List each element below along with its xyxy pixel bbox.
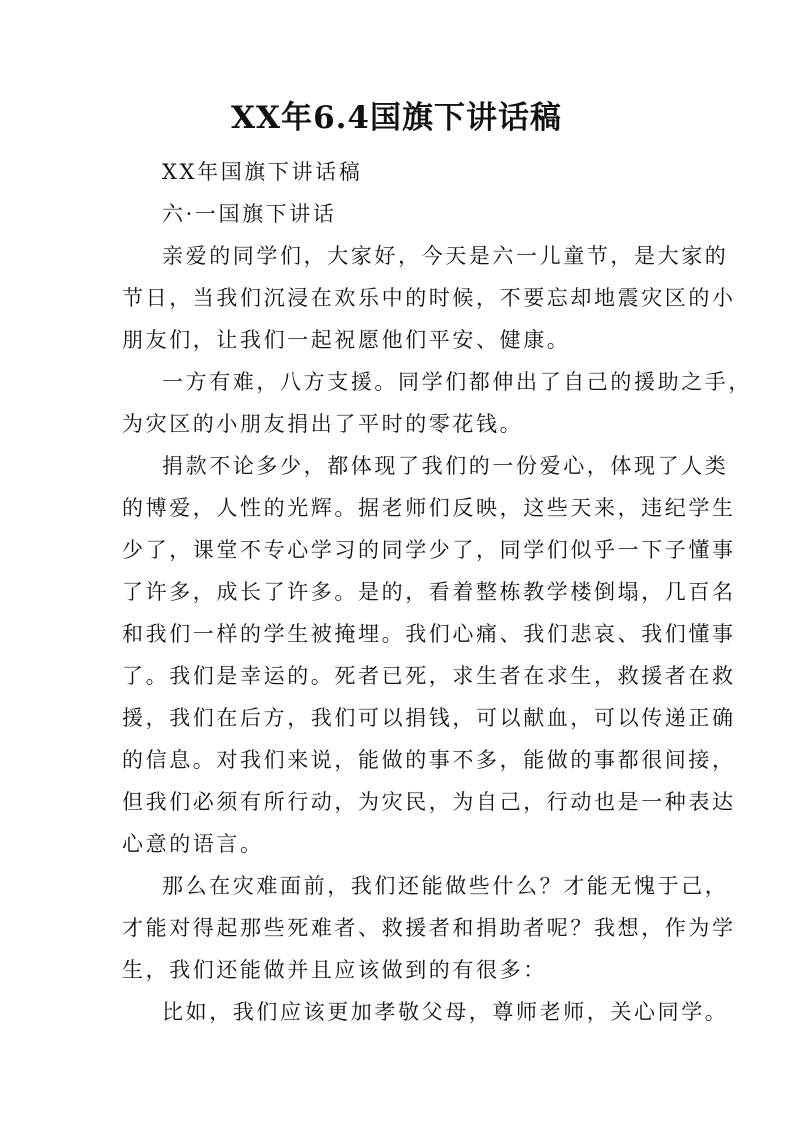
paragraph-line: 六·一国旗下讲话 (162, 202, 337, 226)
paragraph (122, 445, 736, 865)
paragraph-line: 才能对得起那些死难者、救援者和捐助者呢？我想，作为学 (122, 916, 736, 940)
paragraph-line: 生，我们还能做并且应该做到的有很多： (122, 958, 547, 982)
paragraph-line: 但我们必须有所行动，为灾民，为自己，行动也是一种表达 (122, 790, 736, 814)
paragraph (122, 991, 729, 1033)
paragraph (122, 193, 682, 235)
paragraph-line: 捐款不论多少，都体现了我们的一份爱心，体现了人类 (162, 454, 729, 478)
paragraph (122, 235, 736, 361)
paragraph-line: 亲爱的同学们，大家好，今天是六一儿童节，是大家的 (162, 244, 729, 268)
paragraph-line: 少了，课堂不专心学习的同学少了，同学们似乎一下子懂事 (122, 538, 736, 562)
paragraph (122, 151, 682, 193)
paragraph-line: 和我们一样的学生被掩埋。我们心痛、我们悲哀、我们懂事 (122, 622, 736, 646)
paragraph-line: 的信息。对我们来说，能做的事不多，能做的事都很间接， (122, 748, 736, 772)
paragraph (122, 361, 752, 445)
paragraph-line: 为灾区的小朋友捐出了平时的零花钱。 (122, 412, 524, 436)
paragraph-line: 那么在灾难面前，我们还能做些什么？才能无愧于己， (162, 874, 729, 898)
paragraph-line: 朋友们，让我们一起祝愿他们平安、健康。 (122, 328, 571, 352)
paragraph-line: 了许多，成长了许多。是的，看着整栋教学楼倒塌，几百名 (122, 580, 736, 604)
paragraph-line: 一方有难，八方支援。同学们都伸出了自己的援助之手， (162, 370, 752, 394)
paragraph-line: 援，我们在后方，我们可以捐钱，可以献血，可以传递正确 (122, 706, 736, 730)
paragraph-line: XX年国旗下讲话稿 (162, 160, 363, 184)
document-body (122, 151, 752, 1033)
document-title: XX年6.4国旗下讲话稿 (230, 100, 563, 136)
paragraph (122, 865, 736, 991)
paragraph-line: 的博爱，人性的光辉。据老师们反映，这些天来，违纪学生 (122, 496, 736, 520)
paragraph-line: 节日，当我们沉浸在欢乐中的时候，不要忘却地震灾区的小 (122, 286, 736, 310)
paragraph-line: 了。我们是幸运的。死者已死，求生者在求生，救援者在救 (122, 664, 736, 688)
paragraph-line: 心意的语言。 (122, 832, 264, 856)
paragraph-line: 比如，我们应该更加孝敬父母，尊师老师，关心同学。 (162, 1000, 729, 1024)
